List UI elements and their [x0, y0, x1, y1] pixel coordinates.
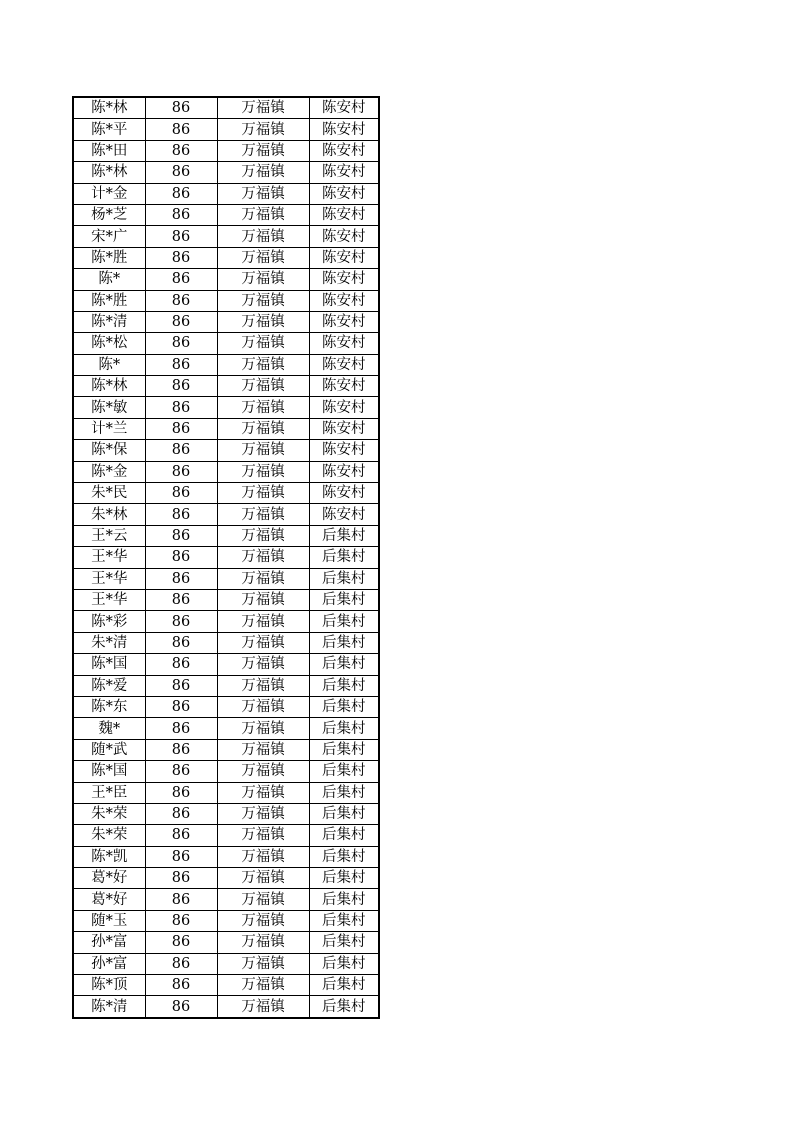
table-row	[73, 140, 379, 161]
number-cell: 86	[145, 183, 217, 204]
village-cell: 后集村	[309, 975, 379, 996]
table-row	[73, 761, 379, 782]
table-row	[73, 632, 379, 653]
number-cell: 86	[145, 418, 217, 439]
name-cell: 王*华	[73, 568, 145, 589]
village-cell: 陈安村	[309, 247, 379, 268]
town-cell: 万福镇	[217, 440, 309, 461]
number-cell: 86	[145, 803, 217, 824]
table-row	[73, 953, 379, 974]
table-row	[73, 461, 379, 482]
village-cell: 后集村	[309, 953, 379, 974]
name-cell: 朱*清	[73, 632, 145, 653]
village-cell: 后集村	[309, 525, 379, 546]
village-cell: 后集村	[309, 910, 379, 931]
number-cell: 86	[145, 461, 217, 482]
town-cell: 万福镇	[217, 910, 309, 931]
table-row	[73, 440, 379, 461]
number-cell: 86	[145, 868, 217, 889]
name-cell: 陈*金	[73, 461, 145, 482]
number-cell: 86	[145, 226, 217, 247]
village-cell: 陈安村	[309, 376, 379, 397]
number-cell: 86	[145, 910, 217, 931]
town-cell: 万福镇	[217, 397, 309, 418]
name-cell: 陈*林	[73, 162, 145, 183]
town-cell: 万福镇	[217, 825, 309, 846]
name-cell: 陈*	[73, 269, 145, 290]
table-row	[73, 889, 379, 910]
village-cell: 后集村	[309, 632, 379, 653]
village-cell: 陈安村	[309, 504, 379, 525]
number-cell: 86	[145, 397, 217, 418]
number-cell: 86	[145, 632, 217, 653]
name-cell: 陈*爱	[73, 675, 145, 696]
town-cell: 万福镇	[217, 525, 309, 546]
town-cell: 万福镇	[217, 204, 309, 225]
village-cell: 后集村	[309, 739, 379, 760]
number-cell: 86	[145, 333, 217, 354]
town-cell: 万福镇	[217, 654, 309, 675]
table-row	[73, 846, 379, 867]
number-cell: 86	[145, 996, 217, 1018]
table-row	[73, 354, 379, 375]
number-cell: 86	[145, 953, 217, 974]
name-cell: 随*武	[73, 739, 145, 760]
village-cell: 后集村	[309, 568, 379, 589]
name-cell: 杨*芝	[73, 204, 145, 225]
name-cell: 陈*凯	[73, 846, 145, 867]
number-cell: 86	[145, 589, 217, 610]
name-cell: 陈*林	[73, 97, 145, 119]
village-cell: 后集村	[309, 654, 379, 675]
number-cell: 86	[145, 162, 217, 183]
table-row	[73, 654, 379, 675]
name-cell: 陈*田	[73, 140, 145, 161]
town-cell: 万福镇	[217, 97, 309, 119]
table-row	[73, 868, 379, 889]
number-cell: 86	[145, 354, 217, 375]
number-cell: 86	[145, 311, 217, 332]
town-cell: 万福镇	[217, 761, 309, 782]
village-cell: 后集村	[309, 803, 379, 824]
number-cell: 86	[145, 483, 217, 504]
name-cell: 陈*彩	[73, 611, 145, 632]
number-cell: 86	[145, 269, 217, 290]
village-cell: 陈安村	[309, 461, 379, 482]
town-cell: 万福镇	[217, 418, 309, 439]
town-cell: 万福镇	[217, 889, 309, 910]
name-cell: 陈*平	[73, 119, 145, 140]
village-cell: 陈安村	[309, 397, 379, 418]
village-cell: 后集村	[309, 589, 379, 610]
table-row	[73, 932, 379, 953]
town-cell: 万福镇	[217, 611, 309, 632]
table-row	[73, 910, 379, 931]
number-cell: 86	[145, 611, 217, 632]
town-cell: 万福镇	[217, 868, 309, 889]
town-cell: 万福镇	[217, 162, 309, 183]
town-cell: 万福镇	[217, 547, 309, 568]
table-row	[73, 226, 379, 247]
table-row	[73, 803, 379, 824]
village-cell: 后集村	[309, 675, 379, 696]
village-cell: 后集村	[309, 846, 379, 867]
name-cell: 陈*国	[73, 654, 145, 675]
name-cell: 陈*松	[73, 333, 145, 354]
number-cell: 86	[145, 247, 217, 268]
table-row	[73, 204, 379, 225]
town-cell: 万福镇	[217, 333, 309, 354]
name-cell: 朱*荣	[73, 825, 145, 846]
name-cell: 朱*荣	[73, 803, 145, 824]
number-cell: 86	[145, 654, 217, 675]
town-cell: 万福镇	[217, 354, 309, 375]
table-row	[73, 718, 379, 739]
town-cell: 万福镇	[217, 483, 309, 504]
name-cell: 陈*国	[73, 761, 145, 782]
town-cell: 万福镇	[217, 568, 309, 589]
town-cell: 万福镇	[217, 589, 309, 610]
number-cell: 86	[145, 932, 217, 953]
village-cell: 陈安村	[309, 483, 379, 504]
number-cell: 86	[145, 97, 217, 119]
town-cell: 万福镇	[217, 226, 309, 247]
number-cell: 86	[145, 140, 217, 161]
table-row	[73, 525, 379, 546]
table-row	[73, 290, 379, 311]
number-cell: 86	[145, 376, 217, 397]
village-cell: 后集村	[309, 611, 379, 632]
number-cell: 86	[145, 525, 217, 546]
table-row	[73, 547, 379, 568]
number-cell: 86	[145, 504, 217, 525]
village-cell: 后集村	[309, 761, 379, 782]
number-cell: 86	[145, 889, 217, 910]
table-row	[73, 333, 379, 354]
name-cell: 陈*胜	[73, 247, 145, 268]
village-cell: 陈安村	[309, 418, 379, 439]
name-cell: 陈*顶	[73, 975, 145, 996]
table-body	[73, 97, 379, 1018]
number-cell: 86	[145, 846, 217, 867]
village-cell: 后集村	[309, 868, 379, 889]
village-cell: 陈安村	[309, 183, 379, 204]
number-cell: 86	[145, 825, 217, 846]
number-cell: 86	[145, 696, 217, 717]
town-cell: 万福镇	[217, 846, 309, 867]
village-cell: 陈安村	[309, 140, 379, 161]
town-cell: 万福镇	[217, 269, 309, 290]
town-cell: 万福镇	[217, 696, 309, 717]
table-row	[73, 418, 379, 439]
number-cell: 86	[145, 568, 217, 589]
table-row	[73, 247, 379, 268]
town-cell: 万福镇	[217, 183, 309, 204]
village-cell: 后集村	[309, 825, 379, 846]
village-cell: 陈安村	[309, 162, 379, 183]
name-cell: 陈*清	[73, 996, 145, 1018]
town-cell: 万福镇	[217, 675, 309, 696]
name-cell: 宋*广	[73, 226, 145, 247]
table-row	[73, 483, 379, 504]
village-cell: 后集村	[309, 718, 379, 739]
village-cell: 后集村	[309, 782, 379, 803]
name-cell: 王*华	[73, 547, 145, 568]
name-cell: 计*金	[73, 183, 145, 204]
town-cell: 万福镇	[217, 782, 309, 803]
town-cell: 万福镇	[217, 932, 309, 953]
village-cell: 陈安村	[309, 333, 379, 354]
name-cell: 陈*东	[73, 696, 145, 717]
number-cell: 86	[145, 290, 217, 311]
village-cell: 陈安村	[309, 440, 379, 461]
town-cell: 万福镇	[217, 247, 309, 268]
table-row	[73, 589, 379, 610]
town-cell: 万福镇	[217, 953, 309, 974]
data-table	[72, 96, 380, 1019]
village-cell: 后集村	[309, 547, 379, 568]
town-cell: 万福镇	[217, 975, 309, 996]
name-cell: 陈*胜	[73, 290, 145, 311]
name-cell: 葛*好	[73, 868, 145, 889]
town-cell: 万福镇	[217, 996, 309, 1018]
table-row	[73, 269, 379, 290]
village-cell: 陈安村	[309, 354, 379, 375]
name-cell: 陈*林	[73, 376, 145, 397]
name-cell: 朱*民	[73, 483, 145, 504]
name-cell: 孙*富	[73, 953, 145, 974]
town-cell: 万福镇	[217, 504, 309, 525]
table-row	[73, 975, 379, 996]
name-cell: 陈*保	[73, 440, 145, 461]
village-cell: 陈安村	[309, 269, 379, 290]
table-row	[73, 376, 379, 397]
table-row	[73, 611, 379, 632]
town-cell: 万福镇	[217, 376, 309, 397]
village-cell: 陈安村	[309, 226, 379, 247]
table-row	[73, 568, 379, 589]
name-cell: 陈*清	[73, 311, 145, 332]
name-cell: 王*臣	[73, 782, 145, 803]
village-cell: 陈安村	[309, 311, 379, 332]
table-row	[73, 739, 379, 760]
town-cell: 万福镇	[217, 119, 309, 140]
village-cell: 陈安村	[309, 97, 379, 119]
table-row	[73, 162, 379, 183]
number-cell: 86	[145, 440, 217, 461]
name-cell: 魏*	[73, 718, 145, 739]
number-cell: 86	[145, 204, 217, 225]
village-cell: 陈安村	[309, 204, 379, 225]
number-cell: 86	[145, 675, 217, 696]
table-row	[73, 311, 379, 332]
table-row	[73, 675, 379, 696]
village-cell: 陈安村	[309, 290, 379, 311]
town-cell: 万福镇	[217, 311, 309, 332]
number-cell: 86	[145, 761, 217, 782]
table-row	[73, 97, 379, 119]
name-cell: 孙*富	[73, 932, 145, 953]
name-cell: 葛*好	[73, 889, 145, 910]
table-row	[73, 183, 379, 204]
town-cell: 万福镇	[217, 290, 309, 311]
number-cell: 86	[145, 975, 217, 996]
table-row	[73, 696, 379, 717]
town-cell: 万福镇	[217, 140, 309, 161]
table-row	[73, 825, 379, 846]
name-cell: 王*华	[73, 589, 145, 610]
table-row	[73, 119, 379, 140]
name-cell: 朱*林	[73, 504, 145, 525]
town-cell: 万福镇	[217, 632, 309, 653]
village-cell: 后集村	[309, 996, 379, 1018]
table-row	[73, 397, 379, 418]
number-cell: 86	[145, 718, 217, 739]
name-cell: 陈*敏	[73, 397, 145, 418]
town-cell: 万福镇	[217, 739, 309, 760]
number-cell: 86	[145, 782, 217, 803]
village-cell: 后集村	[309, 696, 379, 717]
table-row	[73, 782, 379, 803]
number-cell: 86	[145, 739, 217, 760]
town-cell: 万福镇	[217, 803, 309, 824]
name-cell: 计*兰	[73, 418, 145, 439]
number-cell: 86	[145, 547, 217, 568]
name-cell: 随*玉	[73, 910, 145, 931]
village-cell: 后集村	[309, 889, 379, 910]
name-cell: 王*云	[73, 525, 145, 546]
number-cell: 86	[145, 119, 217, 140]
table-row	[73, 996, 379, 1018]
town-cell: 万福镇	[217, 718, 309, 739]
village-cell: 后集村	[309, 932, 379, 953]
village-cell: 陈安村	[309, 119, 379, 140]
name-cell: 陈*	[73, 354, 145, 375]
town-cell: 万福镇	[217, 461, 309, 482]
table-row	[73, 504, 379, 525]
